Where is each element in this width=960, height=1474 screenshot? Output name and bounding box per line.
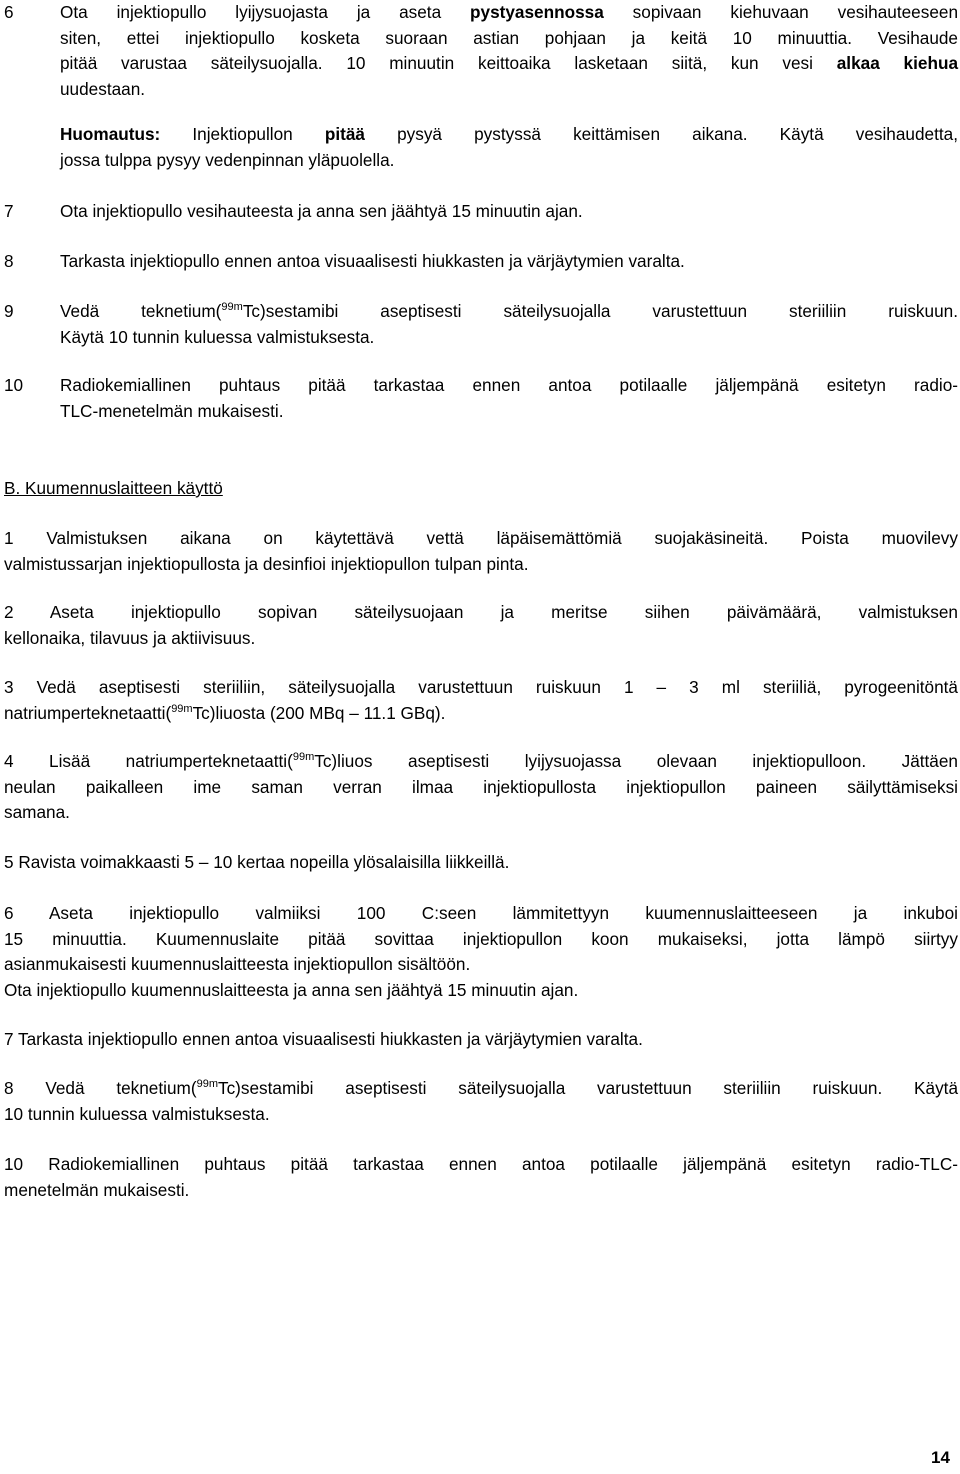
b-step-2: 2 Aseta injektiopullo sopivan säteilysuojaan ja meritse siihen päivämäärä, valmistuksen kellonaika, tilavuus ja aktiivisuus.	[4, 602, 958, 648]
step-number: 7	[4, 201, 14, 221]
page-number: 14	[931, 1448, 950, 1467]
b-step-6: 6 Aseta injektiopullo valmiiksi 100 C:seen lämmitettyyn kuumennuslaitteeseen ja inkuboi 15 minuuttia. Kuumennuslaite pitää sovittaa injektiopullon koon mukaiseksi, jotta lämpö siirtyy asianmukaisesti kuumennuslaitteesta injektiopullon sisältöön. Ota injektiopullo kuumennuslaitteesta ja anna sen jäähtyä 15 minuutin ajan.	[4, 903, 958, 1000]
b-step-1: 1 Valmistuksen aikana on käytettävä vettä läpäisemättömiä suojakäsineitä. Poista muovilevy valmistussarjan injektiopullosta ja desinfioi injektiopullon tulpan pinta.	[4, 528, 958, 574]
step-number: 10	[4, 375, 24, 395]
document-page: 6 Ota injektiopullo lyijysuojasta ja aseta pystyasennossa sopivaan kiehuvaan vesihauteeseen siten, ettei injektiopullo kosketa suoraan astian pohjaan ja keitä 10 minuuttia. Vesihaude pitää varustaa säteilysuojalla. 10 minuutin keittoaika lasketaan siitä, kun vesi alkaa kiehua uudestaan. Huomautus: Injektiopullon pitää pysyä pystyssä keittämisen aikana. Käytä vesihaudetta, jossa tulppa pysyy vedenpinnan yläpuolella. 7 Ota injektiopullo vesihauteesta ja anna sen jäähtyä 15 minuutin ajan. 8 Tarkasta injektiopullo ennen antoa visuaalisesti hiukkasten ja värjäytymien varalta. 9 Vedä teknetium($^{99m}$Tc)sestamibi aseptisesti säteilysuojalla varustettuun steriiliin ruiskuun. Käytä 10 tunnin kuluessa valmistuksesta. 10 Radiokemiallinen puhtaus pitää tarkastaa ennen antoa potilaalle jäljempänä esitetyn radio- TLC-menetelmän mukaisesti. B. Kuumennuslaitteen käyttö 1 Valmistuksen aikana on käytettävä vettä läpäisemättömiä suojakäsineitä. Poista muovilevy valmistussarjan injektiopullosta ja desinfioi injektiopullon tulpan pinta. 2 Aseta injektiopullo sopivan säteilysuojaan ja meritse siihen päivämäärä, valmistuksen kellonaika, tilavuus ja aktiivisuus. 3 Vedä aseptisesti steriiliin, säteilysuojalla varustettuun ruiskuun 1 – 3 ml steriiliä, pyrogeenitöntä natriumperteknetaatti($^{99m}$Tc)liuosta (200 MBq – 11.1 GBq). 4 Lisää natriumperteknetaatti($^{99m}$Tc)liuos aseptisesti lyijysuojassa olevaan injektiopulloon. Jättäen neulan paikalleen ime saman verran ilmaa injektiopullosta injektiopullon paineen säilyttämiseksi samana. 5 Ravista voimakkaasti 5 – 10 kertaa nopeilla ylösalaisilla liikkeillä. 6 Aseta injektiopullo valmiiksi 100 C:seen lämmitettyyn kuumennuslaitteeseen ja inkuboi 15 minuuttia. Kuumennuslaite pitää sovittaa injektiopullon koon mukaiseksi, jotta lämpö siirtyy asianmukaisesti kuumennuslaitteesta injektiopullon sisältöön. Ota injektiopullo kuumennuslaitteesta ja anna sen jäähtyä 15 minuutin ajan. 7 Tarkasta injektiopullo ennen antoa visuaalisesti hiukkasten ja värjäytymien varalta. 8 Vedä teknetium($^{99m}$Tc)sestamibi aseptisesti säteilysuojalla varustettuun steriiliin ruiskuun. Käytä 10 tunnin kuluessa valmistuksesta. 10 Radiokemiallinen puhtaus pitää tarkastaa ennen antoa potilaalle jäljempänä esitetyn radio-TLC- menetelmän mukaisesti. 14	[4, 2, 958, 1467]
b-step-8: 8 Vedä teknetium($^{99m}$Tc)sestamibi aseptisesti säteilysuojalla varustettuun steriiliin ruiskuun. Käytä 10 tunnin kuluessa valmistuksesta.	[4, 1078, 958, 1124]
step-number: 8	[4, 251, 14, 271]
step-text: Ota injektiopullo lyijysuojasta ja aseta pystyasennossa sopivaan kiehuvaan vesihauteeseen siten, ettei injektiopullo kosketa suoraan astian pohjaan ja keitä 10 minuuttia. Vesihaude pitää varustaa säteilysuojalla. 10 minuutin keittoaika lasketaan siitä, kun vesi alkaa kiehua uudestaan.	[60, 2, 958, 99]
b-step-10: 10 Radiokemiallinen puhtaus pitää tarkastaa ennen antoa potilaalle jäljempänä esitetyn radio-TLC- menetelmän mukaisesti.	[4, 1154, 958, 1200]
step-number: 9	[4, 301, 14, 321]
b-step-7: 7 Tarkasta injektiopullo ennen antoa visuaalisesti hiukkasten ja värjäytymien varalta.	[4, 1029, 643, 1049]
b-step-3: 3 Vedä aseptisesti steriiliin, säteilysuojalla varustettuun ruiskuun 1 – 3 ml steriiliä, pyrogeenitöntä natriumperteknetaatti($^{99m}$Tc)liuosta (200 MBq – 11.1 GBq).	[4, 677, 958, 723]
b-step-5: 5 Ravista voimakkaasti 5 – 10 kertaa nopeilla ylösalaisilla liikkeillä.	[4, 852, 510, 872]
step-number: 6	[4, 2, 14, 22]
b-step-4: 4 Lisää natriumperteknetaatti($^{99m}$Tc)liuos aseptisesti lyijysuojassa olevaan injektiopulloon. Jättäen neulan paikalleen ime saman verran ilmaa injektiopullosta injektiopullon paineen säilyttämiseksi samana.	[4, 751, 958, 822]
section-b-heading: B. Kuumennuslaitteen käyttö	[4, 478, 223, 498]
